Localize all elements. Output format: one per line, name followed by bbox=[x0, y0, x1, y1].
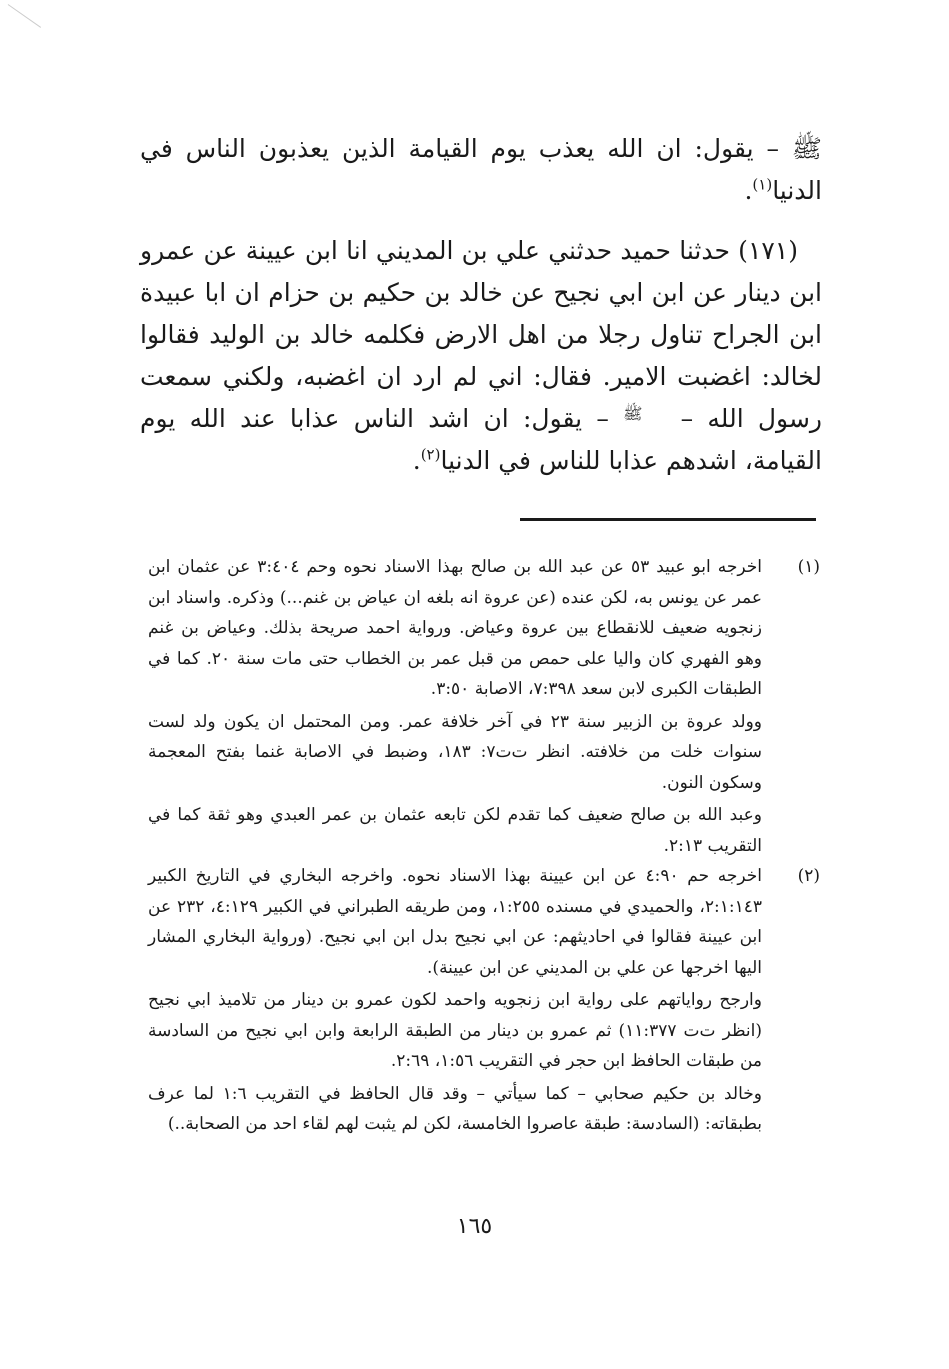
text-run: ﷺ bbox=[791, 134, 822, 163]
footnote-ref: (٢) bbox=[420, 445, 441, 464]
footnote bbox=[148, 861, 820, 1140]
hadith-171 bbox=[140, 230, 822, 482]
scan-artifact bbox=[8, 4, 41, 28]
footnote-paragraph: وخالد بن حكيم صحابي – كما سيأتي – وقد قال الحافظ في التقريب ١:٦ لما عرف بطبقاته: (السادسة: طبقة عاصروا الخامسة، لكن لم يثبت لهم لقاء احد من الصحابة..) bbox=[148, 1083, 762, 1134]
page-number: ١٦٥ bbox=[456, 1214, 493, 1239]
footnote-number: (٢) bbox=[797, 866, 820, 886]
text-run: . bbox=[744, 176, 753, 205]
footnote-paragraph: وولد عروة بن الزبير سنة ٢٣ في آخر خلافة عمر. ومن المحتمل ان يكون ولد لست سنوات خلت من خلافته. انظر ت‌ت٧: ١٨٣، وضبط في الاصابة غنما بفتح المعجمة وسكون النون. bbox=[148, 711, 762, 793]
text-run: – يقول: ان الله يعذب يوم القيامة الذين يعذبون الناس في الدنيا bbox=[140, 134, 822, 205]
footnote-paragraph: وعبد الله بن صالح ضعيف كما تقدم لكن تابعه عثمان بن عمر العبدي وهو ثقة كما في التقريب ٢:١٣. bbox=[148, 805, 762, 856]
footnotes bbox=[148, 552, 820, 1140]
main-text bbox=[140, 128, 822, 482]
footnote-paragraph: وارجح رواياتهم على رواية ابن زنجويه واحمد لكون عمرو بن دينار من تلاميذ ابي نجيح (انظر ت‌ت ١١:٣٧٧) ثم عمرو بن دينار من الطبقة الرابعة وابن ابي نجيح من السادسة من طبقات الحافظ ابن حجر في التقريب ١:٥٦، ٢:٦٩. bbox=[148, 990, 762, 1071]
footnote-paragraph: اخرجه ابو عبيد ٥٣ عن عبد الله بن صالح بهذا الاسناد نحوه وحم ٣:٤٠٤ عن عثمان ابن عمر عن يونس به، لكن عنده (عن عروة انه بلغه ان عياض بن غنم...) وذكره. واسناد ابن زنجويه ضعيف للانقطاع بين عروة وعياض. ورواية احمد صريحة بذلك. وعياض بن غنم وهو الفهري كان واليا على حمص من قبل عمر بن الخطاب حتى مات سنة ٢٠. كما في الطبقات الكبرى لابن سعد ٧:٣٩٨، الاصابة ٣:٥٠. bbox=[148, 557, 763, 699]
text-run: . bbox=[412, 446, 421, 475]
footnote-ref: (١) bbox=[752, 175, 773, 194]
text-run: (١٧١) حدثنا حميد حدثني علي بن المديني انا ابن عيينة عن عمرو ابن دينار عن ابن ابي نجيح عن خالد بن حكيم بن حزام ان ابا عبيدة ابن الجراح تناول رجلا من اهل الارض فكلمه خالد بن الوليد فقالوا لخالد: اغضبت الامير. فقال: اني لم ارد ان اغضبه، ولكني سمعت رسول الله – bbox=[140, 236, 822, 433]
paragraph-continuation bbox=[140, 128, 822, 212]
footnote-number: (١) bbox=[797, 557, 820, 577]
text-run: – يقول: ان اشد الناس عذابا عند الله يوم القيامة، اشدهم عذابا للناس في الدنيا bbox=[140, 404, 822, 475]
footnote bbox=[148, 552, 820, 861]
footnote-separator bbox=[520, 518, 816, 521]
honorific-symbol: ﷺ bbox=[623, 404, 643, 423]
footnote-paragraph: اخرجه حم ٤:٩٠ عن ابن عيينة بهذا الاسناد نحوه. واخرجه البخاري في التاريخ الكبير ٢:١:١٤٣، والحميدي في مسنده ١:٢٥٥، ومن طريقه الطبراني في الكبير ٤:١٢٩، ٢٣٢ عن ابن عيينة فقالوا في احاديثهم: عن ابي نجيح بدل ابن ابي نجيح. (ورواية البخاري المشار اليها اخرجها عن علي بن المديني عن ابن عيينة). bbox=[148, 866, 763, 978]
